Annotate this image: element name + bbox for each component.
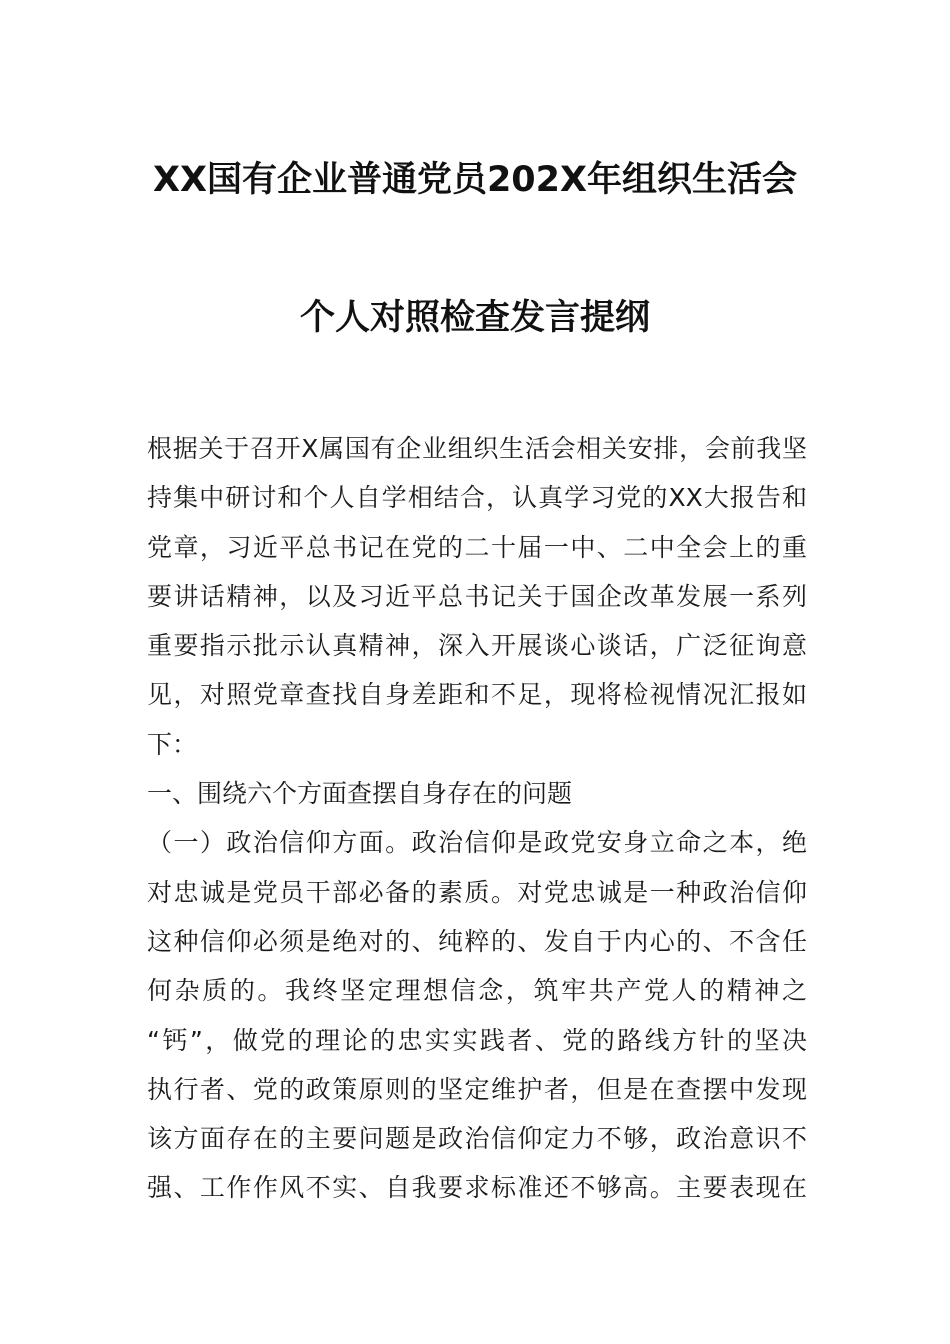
document-title-line-1: XX国有企业普通党员202X年组织生活会 <box>152 160 797 200</box>
body-line: 执行者、党的政策原则的坚定维护者，但是在查摆中发现 <box>147 1074 807 1104</box>
document-body <box>147 428 807 1217</box>
body-line: 下： <box>147 729 198 759</box>
body-line: 该方面存在的主要问题是政治信仰定力不够，政治意识不 <box>147 1124 807 1154</box>
body-line: （一）政治信仰方面。政治信仰是政党安身立命之本，绝 <box>147 828 807 858</box>
body-line: 见，对照党章查找自身差距和不足，现将检视情况汇报如 <box>147 680 807 710</box>
body-line: 根据关于召开X属国有企业组织生活会相关安排，会前我坚 <box>147 434 807 463</box>
body-line: 重要指示批示认真精神，深入开展谈心谈话，广泛征询意 <box>147 631 807 661</box>
body-line: 这种信仰必须是绝对的、纯粹的、发自于内心的、不含任 <box>147 926 807 956</box>
section-heading: 一、围绕六个方面查摆自身存在的问题 <box>147 779 573 809</box>
body-line: 强、工作作风不实、自我要求标准还不够高。主要表现在 <box>147 1173 807 1203</box>
body-line: “钙”，做党的理论的忠实实践者、党的路线方针的坚决 <box>147 1025 807 1055</box>
body-line: 持集中研讨和个人自学相结合，认真学习党的XX大报告和 <box>147 483 807 513</box>
body-line: 党章，习近平总书记在党的二十届一中、二中全会上的重 <box>147 532 807 562</box>
body-line: 对忠诚是党员干部必备的素质。对党忠诚是一种政治信仰 <box>147 877 807 907</box>
body-line: 要讲话精神，以及习近平总书记关于国企改革发展一系列 <box>147 581 807 611</box>
document-title-line-2: 个人对照检查发言提纲 <box>299 298 650 338</box>
body-line: 何杂质的。我终坚定理想信念，筑牢共产党人的精神之 <box>147 976 807 1006</box>
